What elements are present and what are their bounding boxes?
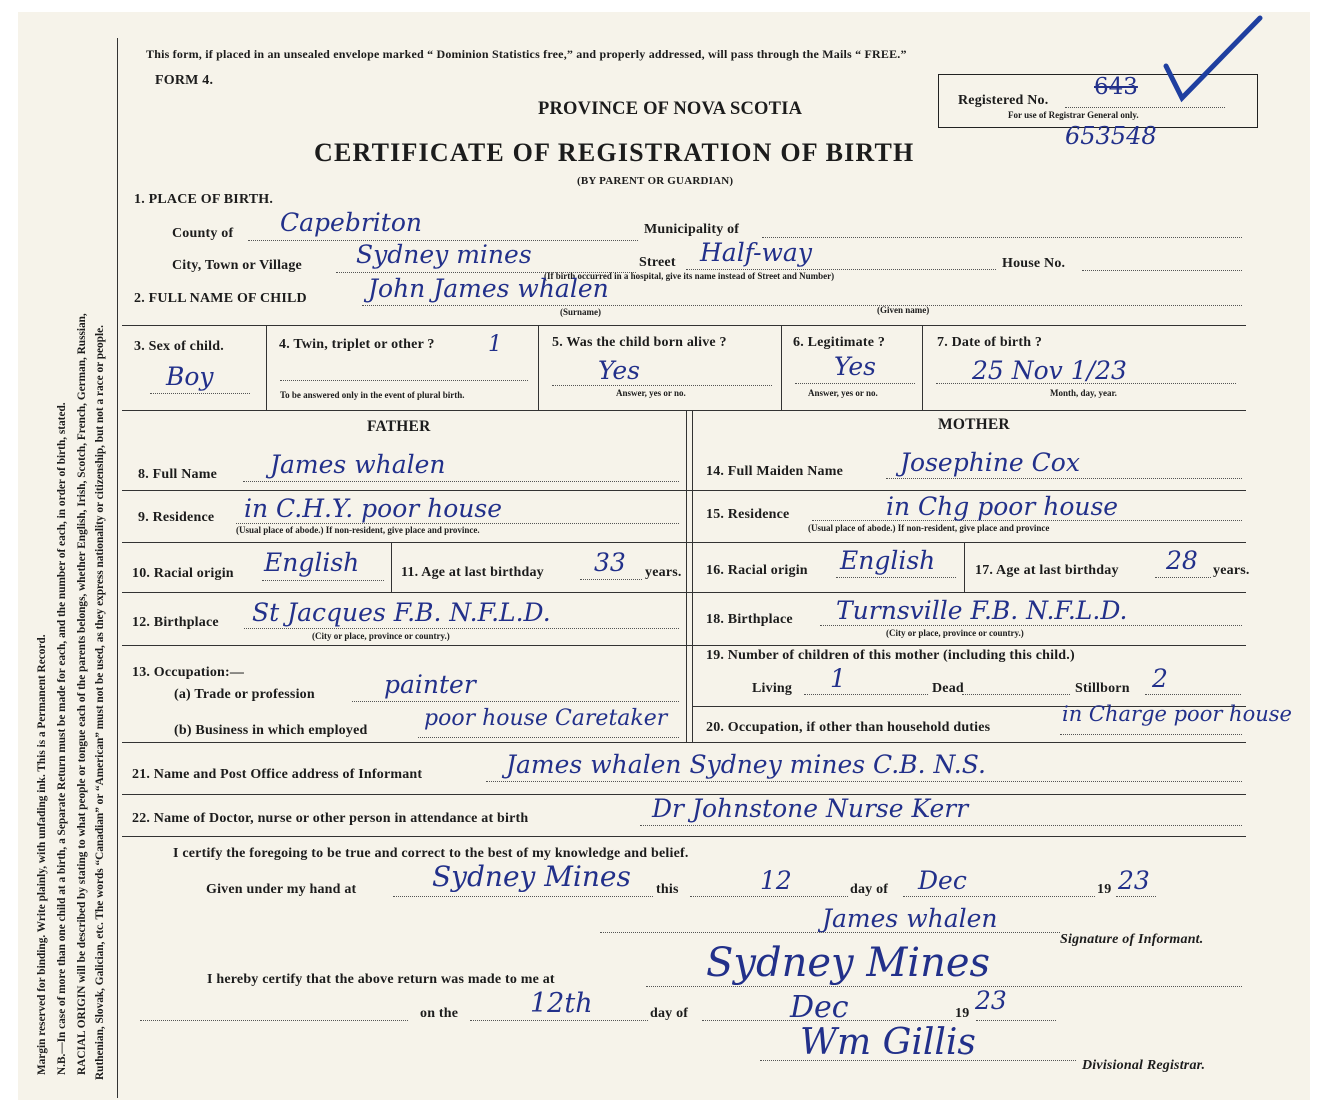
doctor-value: Dr Johnstone Nurse Kerr xyxy=(652,794,969,823)
registered-number-value: 653548 xyxy=(1065,122,1157,150)
trade-value: painter xyxy=(384,670,476,699)
given-year-value: 23 xyxy=(1118,866,1150,895)
side-note-multiple-births: N.B.—In case of more than one child at a birth, a Separate Return must be made for each, and the number of each, in order of birth, stated. xyxy=(56,402,68,1075)
mother-occupation-value: in Charge poor house xyxy=(1062,702,1292,726)
twin-value: 1 xyxy=(488,332,502,357)
mother-age-value: 28 xyxy=(1166,546,1198,575)
alive-label: 5. Was the child born alive ? xyxy=(552,335,727,350)
children-count-label: 19. Number of children of this mother (including this child.) xyxy=(706,648,1075,663)
informant-signature-caption: Signature of Informant. xyxy=(1060,932,1204,947)
legitimate-value: Yes xyxy=(834,352,876,381)
form-number: FORM 4. xyxy=(155,73,214,88)
child-name-label: 2. FULL NAME OF CHILD xyxy=(134,291,307,306)
registrar-day-value: 12th xyxy=(530,988,593,1019)
registrar-signature: Wm Gillis xyxy=(800,1022,976,1063)
mother-occupation-label: 20. Occupation, if other than household duties xyxy=(706,720,991,735)
registrar-on-label: on the xyxy=(420,1006,459,1021)
check-mark-icon xyxy=(1160,10,1270,110)
twin-label: 4. Twin, triplet or other ? xyxy=(279,337,435,352)
municipality-label: Municipality of xyxy=(644,222,740,237)
father-age-value: 33 xyxy=(594,548,626,577)
father-residence-label: 9. Residence xyxy=(138,510,215,525)
father-name-label: 8. Full Name xyxy=(138,467,218,482)
father-heading: FATHER xyxy=(367,418,431,435)
father-race-value: English xyxy=(264,548,360,577)
stillborn-label: Stillborn xyxy=(1075,681,1130,696)
doctor-label: 22. Name of Doctor, nurse or other person in attendance at birth xyxy=(132,811,529,826)
mother-heading: MOTHER xyxy=(938,416,1010,433)
mail-note: This form, if placed in an unsealed envelope marked “ Dominion Statistics free,” and properly addressed, will pass through the Mails “ FREE.” xyxy=(146,47,907,61)
page-title: CERTIFICATE OF REGISTRATION OF BIRTH xyxy=(314,138,915,167)
mother-name-value: Josephine Cox xyxy=(900,448,1080,477)
given-day-of-label: day of xyxy=(850,882,889,897)
alive-value: Yes xyxy=(598,356,640,385)
mother-residence-label: 15. Residence xyxy=(706,507,790,522)
mother-years-label: years. xyxy=(1213,563,1250,578)
street-label: Street xyxy=(639,255,676,270)
registrar-year-prefix: 19 xyxy=(955,1006,970,1021)
place-of-birth-heading: 1. PLACE OF BIRTH. xyxy=(134,192,274,207)
father-birthplace-note: (City or place, province or country.) xyxy=(312,631,450,641)
legitimate-label: 6. Legitimate ? xyxy=(793,335,886,350)
father-residence-value: in C.H.Y. poor house xyxy=(244,494,503,523)
given-place-value: Sydney Mines xyxy=(432,860,631,893)
sex-label: 3. Sex of child. xyxy=(134,339,224,354)
city-label: City, Town or Village xyxy=(172,258,302,273)
mother-residence-value: in Chg poor house xyxy=(886,492,1119,521)
hospital-note: (If birth occurred in a hospital, give its name instead of Street and Number) xyxy=(544,271,835,281)
child-name-value: John James whalen xyxy=(368,274,609,303)
province-heading: PROVINCE OF NOVA SCOTIA xyxy=(538,99,803,119)
mother-birthplace-value: Turnsville F.B. N.F.L.D. xyxy=(836,596,1128,625)
dob-label: 7. Date of birth ? xyxy=(937,335,1043,350)
county-label: County of xyxy=(172,226,234,241)
legitimate-note: Answer, yes or no. xyxy=(808,388,878,398)
stillborn-value: 2 xyxy=(1152,664,1168,693)
mother-birthplace-label: 18. Birthplace xyxy=(706,612,793,627)
given-day-value: 12 xyxy=(760,866,792,895)
mother-name-label: 14. Full Maiden Name xyxy=(706,464,843,479)
given-name-caption: (Given name) xyxy=(877,305,930,315)
father-name-value: James whalen xyxy=(270,450,446,479)
father-birthplace-label: 12. Birthplace xyxy=(132,615,219,630)
father-age-label: 11. Age at last birthday xyxy=(401,565,544,580)
occupation-label: 13. Occupation:— xyxy=(132,665,245,680)
father-race-label: 10. Racial origin xyxy=(132,566,234,581)
father-birthplace-value: St Jacques F.B. N.F.L.D. xyxy=(252,598,551,627)
city-value: Sydney mines xyxy=(356,240,532,269)
surname-caption: (Surname) xyxy=(560,307,601,317)
living-label: Living xyxy=(752,681,793,696)
father-residence-note: (Usual place of abode.) If non-resident, give place and province. xyxy=(236,525,480,535)
alive-note: Answer, yes or no. xyxy=(616,388,686,398)
house-number-label: House No. xyxy=(1002,256,1066,271)
father-years-label: years. xyxy=(645,565,682,580)
mother-race-value: English xyxy=(840,546,936,575)
page-subtitle: (BY PARENT OR GUARDIAN) xyxy=(577,175,734,187)
sex-value: Boy xyxy=(166,362,214,391)
mother-residence-note: (Usual place of abode.) If non-resident, give place and province xyxy=(808,523,1050,533)
dead-label: Dead xyxy=(932,681,964,696)
registrar-statement: I hereby certify that the above return was made to me at xyxy=(207,972,555,987)
registered-number-label: Registered No. xyxy=(958,93,1049,108)
street-value: Half-way xyxy=(700,238,812,267)
county-value: Capebriton xyxy=(280,208,422,237)
side-note-racial-origin: RACIAL ORIGIN will be described by stating to what people or tongue each of the parents belongs, whether English, Irish, Scotch, French, German, Russian, xyxy=(76,313,88,1075)
trade-label: (a) Trade or profession xyxy=(174,687,315,702)
mother-birthplace-note: (City or place, province or country.) xyxy=(886,628,1024,638)
registrar-month-value: Dec xyxy=(790,990,849,1025)
registrar-year-value: 23 xyxy=(975,986,1007,1015)
side-note-nationality: Ruthenian, Slovak, Galician, etc. The words “Canadian” or “American” must not be used, as they express nationality or citizenship, but not a race or people. xyxy=(94,325,106,1080)
informant-signature: James whalen xyxy=(822,904,998,933)
side-note-binding: Margin reserved for binding. Write plainly, with unfading ink. This is a Permanent Record. xyxy=(36,634,48,1075)
business-value: poor house Caretaker xyxy=(424,706,668,731)
certify-statement: I certify the foregoing to be true and correct to the best of my knowledge and belief. xyxy=(173,846,689,861)
given-month-value: Dec xyxy=(918,866,967,895)
dob-value: 25 Nov 1/23 xyxy=(972,356,1127,385)
this-label: this xyxy=(656,882,679,897)
dob-note: Month, day, year. xyxy=(1050,388,1117,398)
living-value: 1 xyxy=(830,664,846,693)
informant-value: James whalen Sydney mines C.B. N.S. xyxy=(506,750,986,779)
registrar-signature-caption: Divisional Registrar. xyxy=(1082,1058,1206,1073)
registrar-day-of-label: day of xyxy=(650,1006,689,1021)
informant-label: 21. Name and Post Office address of Informant xyxy=(132,767,423,782)
business-label: (b) Business in which employed xyxy=(174,723,368,738)
registrar-place-value: Sydney Mines xyxy=(706,940,991,986)
struck-register-number: 643 xyxy=(1094,74,1138,100)
twin-note: To be answered only in the event of plural birth. xyxy=(280,390,465,400)
mother-age-label: 17. Age at last birthday xyxy=(975,563,1119,578)
registrar-general-note: For use of Registrar General only. xyxy=(1008,110,1139,120)
given-year-prefix: 19 xyxy=(1097,882,1112,897)
margin-line xyxy=(117,38,118,1098)
given-under-label: Given under my hand at xyxy=(206,882,357,897)
mother-race-label: 16. Racial origin xyxy=(706,563,808,578)
